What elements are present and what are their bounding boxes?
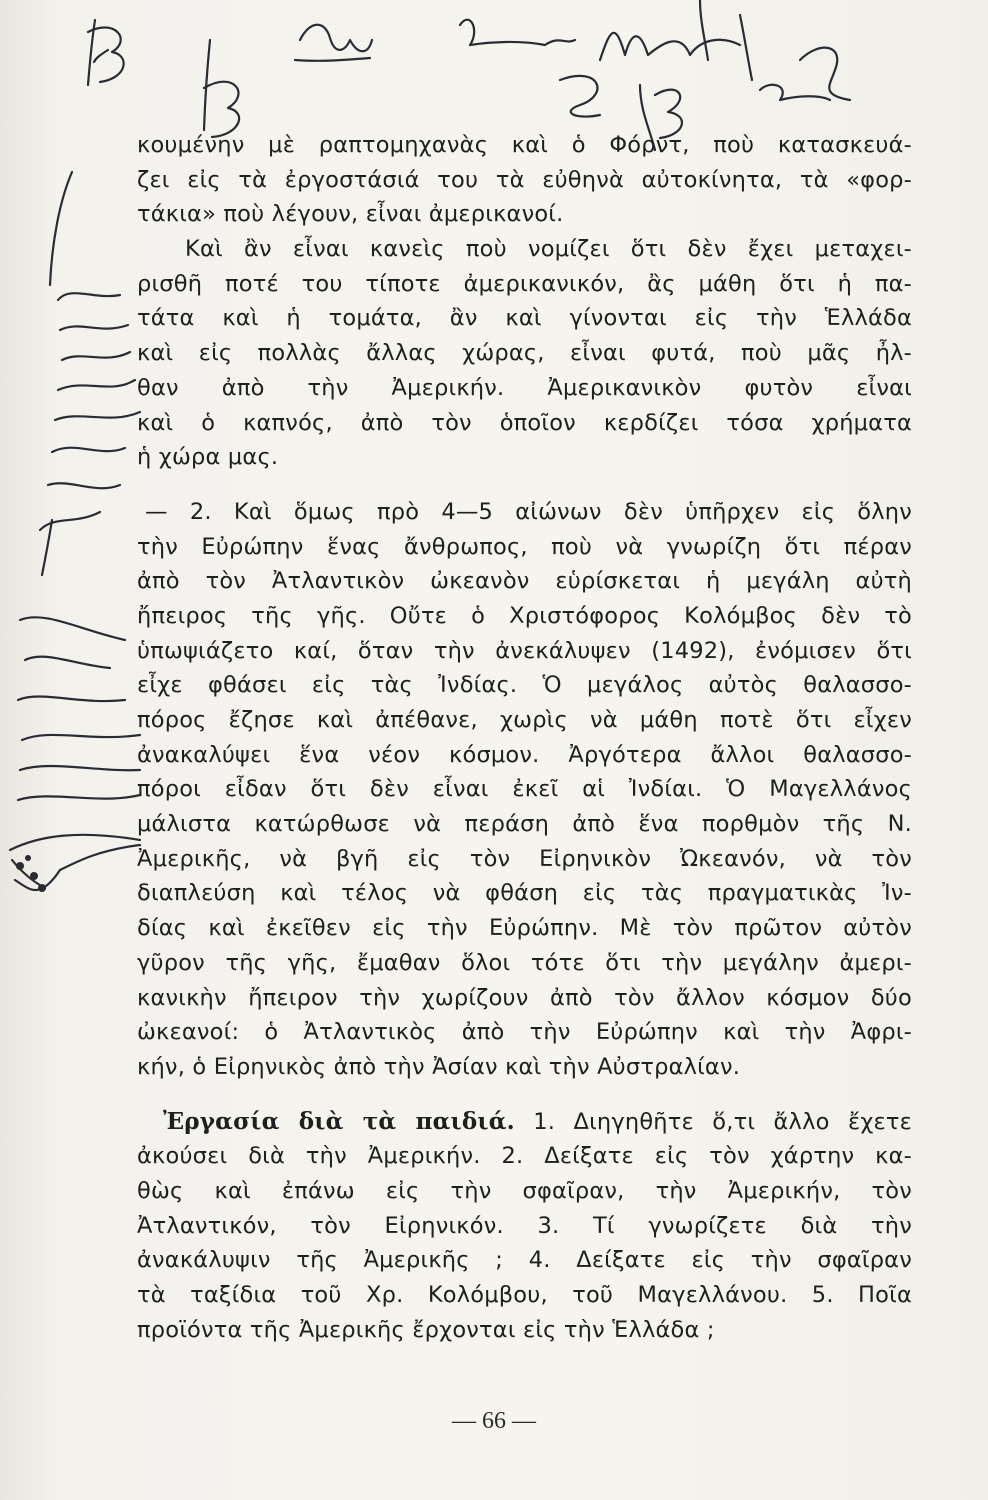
text-line: τάτα καὶ ἡ τομάτα, ἂν καὶ γίνονται εἰς τὴν Ἑλλάδα [137, 305, 912, 332]
text-line: Ἀμερικῆς, νὰ βγῆ εἰς τὸν Εἰρηνικὸν Ὠκεανόν, νὰ τὸν [137, 845, 912, 872]
text-line: τὴν Εὐρώπην ἕνας ἄνθρωπος, ποὺ νὰ γνωρίζη ὅτι πέραν [137, 533, 912, 560]
text-line: τάκια» ποὺ λέγουν, εἶναι ἀμερικανοί. [137, 201, 564, 228]
text-line: ὑπωψιάζετο καί, ὅταν τὴν ἀνεκάλυψεν (1492), ἐνόμισεν ὅτι [137, 637, 912, 664]
exercise-line: ἀκούσει διὰ τὴν Ἀμερικήν. 2. Δείξατε εἰς τὸν χάρτην κα- [137, 1143, 912, 1170]
text-line: κουμένην μὲ ραπτομηχανὰς καὶ ὁ Φόρντ, ποὺ κατασκευά- [137, 132, 912, 158]
exercise-line: τὰ ταξίδια τοῦ Χρ. Κολόμβου, τοῦ Μαγελλάνου. 5. Ποῖα [137, 1282, 912, 1308]
text-line: Καὶ ἂν εἶναι κανεὶς ποὺ νομίζει ὅτι δὲν ἔχει μεταχει- [185, 236, 912, 263]
text-line: ὠκεανοί: ὁ Ἀτλαντικὸς ἀπὸ τὴν Εὐρώπην καὶ τὴν Ἀφρι- [137, 1019, 912, 1046]
text-line: ἀπὸ τὸν Ἀτλαντικὸν ὠκεανὸν εὑρίσκεται ἡ μεγάλη αὐτὴ [137, 568, 912, 595]
text-line: καὶ ὁ καπνός, ἀπὸ τὸν ὁποῖον κερδίζει τόσα χρήματα [137, 409, 912, 436]
exercise-line: προϊόντα τῆς Ἀμερικῆς ἔρχονται εἰς τὴν Ἑλλάδα ; [137, 1316, 715, 1343]
text-line: ἤπειρος τῆς γῆς. Οὔτε ὁ Χριστόφορος Κολόμβος δὲν τὸ [137, 602, 912, 629]
exercise-line: ἀνακάλυψιν τῆς Ἀμερικῆς ; 4. Δείξατε εἰς τὴν σφαῖραν [137, 1247, 912, 1274]
exercise-first-line-rest: 1. Διηγηθῆτε ὅ,τι ἄλλο ἔχετε [533, 1108, 912, 1135]
text-line: θαν ἀπὸ τὴν Ἀμερικήν. Ἀμερικανικὸν φυτὸν εἶναι [137, 374, 912, 401]
text-line: γῦρον τῆς γῆς, ἔμαθαν ὅλοι τότε ὅτι τὴν μεγάλην ἀμερι- [137, 949, 912, 976]
text-line: κήν, ὁ Εἰρηνικὸς ἀπὸ τὴν Ἀσίαν καὶ τὴν Αὐστραλίαν. [137, 1053, 741, 1080]
text-line: — 2. Καὶ ὅμως πρὸ 4—5 αἰώνων δὲν ὑπῆρχεν εἰς ὅλην [145, 498, 912, 525]
text-line: δίας καὶ ἐκεῖθεν εἰς τὴν Εὐρώπην. Μὲ τὸν πρῶτον αὐτὸν [137, 915, 912, 942]
text-line: διαπλεύση καὶ τέλος νὰ φθάση εἰς τὰς πραγματικὰς Ἰν- [137, 880, 912, 907]
text-line: ρισθῆ ποτέ του τίποτε ἀμερικανικόν, ἂς μάθη ὅτι ἡ πα- [137, 270, 912, 297]
exercise-line: θὼς καὶ ἐπάνω εἰς τὴν σφαῖραν, τὴν Ἀμερικήν, τὸν [137, 1177, 912, 1204]
text-line: μάλιστα κατώρθωσε νὰ περάση ἀπὸ ἕνα πορθμὸν τῆς Ν. [137, 811, 912, 838]
text-line: πόρος ἔζησε καὶ ἀπέθανε, χωρὶς νὰ μάθη ποτὲ ὅτι εἶχεν [137, 707, 912, 733]
exercise-heading: Ἐργασία διὰ τὰ παιδιά. [163, 1107, 515, 1135]
page-number: — 66 — [452, 1408, 536, 1434]
text-line: εἶχε φθάσει εἰς τὰς Ἰνδίας. Ὁ μεγάλος αὐτὸς θαλασσο- [137, 672, 912, 699]
text-line: καὶ εἰς πολλὰς ἄλλας χώρας, εἶναι φυτά, ποὺ μᾶς ἦλ- [137, 340, 912, 367]
text-line: ἀνακαλύψει ἕνα νέον κόσμον. Ἀργότερα ἄλλοι θαλασσο- [137, 741, 912, 768]
text-line: κανικὴν ἤπειρον τὴν χωρίζουν ἀπὸ τὸν ἄλλον κόσμον δύο [137, 984, 912, 1011]
exercise-line: Ἀτλαντικόν, τὸν Εἰρηνικόν. 3. Τί γνωρίζετε διὰ τὴν [137, 1212, 912, 1239]
text-line: πόροι εἶδαν ὅτι δὲν εἶναι ἐκεῖ αἱ Ἰνδίαι. Ὁ Μαγελλάνος [137, 776, 912, 803]
body-text [137, 128, 912, 1347]
text-line: ἡ χώρα μας. [137, 444, 279, 471]
exercise-first-line [137, 1105, 912, 1140]
text-line: ζει εἰς τὰ ἐργοστάσιά του τὰ εὐθηνὰ αὐτοκίνητα, τὰ «φορ- [137, 166, 912, 193]
